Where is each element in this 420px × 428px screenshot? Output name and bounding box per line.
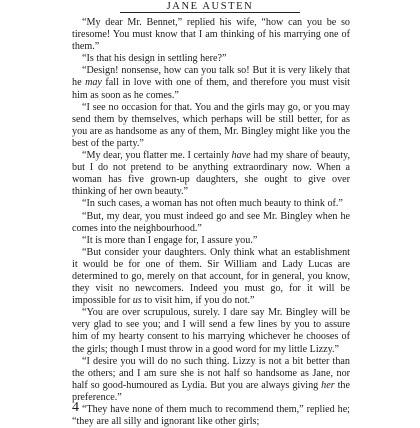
paragraph — [72, 53, 350, 65]
paragraph — [72, 404, 350, 428]
italic-emphasis: may — [85, 77, 102, 89]
paragraph — [72, 307, 350, 355]
paragraph — [72, 17, 350, 53]
paragraph — [72, 102, 350, 150]
italic-emphasis: her — [321, 379, 335, 391]
text-run: had my share of beauty, but I do not pretend to be anything extraordinary now. When a woman has five grown-up daughters, she ought to give over thinking of her own beauty.” — [72, 150, 350, 198]
text-run: “But, my dear, you must indeed go and see Mr. Bingley when he comes into the neighbourhood.” — [72, 210, 350, 234]
text-run: to visit him, if you do not.” — [141, 295, 255, 307]
page-number: 4 — [72, 400, 79, 415]
text-run: “They have none of them much to recommend them,” replied he; “they are all silly and ignorant like other girls; — [72, 404, 350, 428]
italic-emphasis: us — [132, 295, 142, 307]
text-run: “My dear Mr. Bennet,” replied his wife, “how can you be so tiresome! You must know that I am thinking of his marrying one of them.” — [72, 17, 350, 53]
body-text — [72, 17, 350, 428]
paragraph — [72, 211, 350, 235]
text-run: “I see no occasion for that. You and the girls may go, or you may send them by themselves, which perhaps will be still better, for as you are as handsome as any of them, Mr. Bingley might like you the best of the party.” — [72, 101, 350, 149]
text-run: fall in love with one of them, and therefore you must visit him as soon as he comes.” — [72, 77, 350, 101]
paragraph — [72, 65, 350, 101]
italic-emphasis: have — [231, 150, 251, 162]
running-head: JANE AUSTEN — [166, 1, 254, 12]
text-run: “But consider your daughters. Only think what an establishment it would be for one of them. Sir William and Lady Lucas are determined to go, merely on that account, for in general, you know, they visit no newcomers. Indeed you must go, for it will be impossible for — [72, 246, 350, 307]
text-run: “Is that his design in settling here?” — [82, 53, 227, 65]
paragraph — [72, 235, 350, 247]
paragraph — [72, 356, 350, 404]
text-run: “Design! nonsense, how can you talk so! But it is very likely that he — [72, 65, 350, 89]
text-run: “In such cases, a woman has not often much beauty to think of.” — [82, 198, 343, 210]
text-run: “You are over scrupulous, surely. I dare say Mr. Bingley will be very glad to see you; and I will send a few lines by you to assure him of my hearty consent to his marrying whichever he chooses of the girls; though I must throw in a good word for my little Lizzy.” — [72, 307, 350, 355]
running-head-rule — [120, 12, 300, 13]
paragraph — [72, 150, 350, 198]
text-run: “It is more than I engage for, I assure you.” — [82, 234, 258, 246]
text-run: “I desire you will do no such thing. Lizzy is not a bit better than the others; and I am sure she is not half so handsome as Jane, nor half so good-humoured as Lydia. But you are always giving — [72, 355, 350, 391]
paragraph — [72, 247, 350, 307]
paragraph — [72, 198, 350, 210]
text-run: the preference.” — [72, 379, 350, 403]
text-run: “My dear, you flatter me. I certainly — [82, 150, 232, 162]
